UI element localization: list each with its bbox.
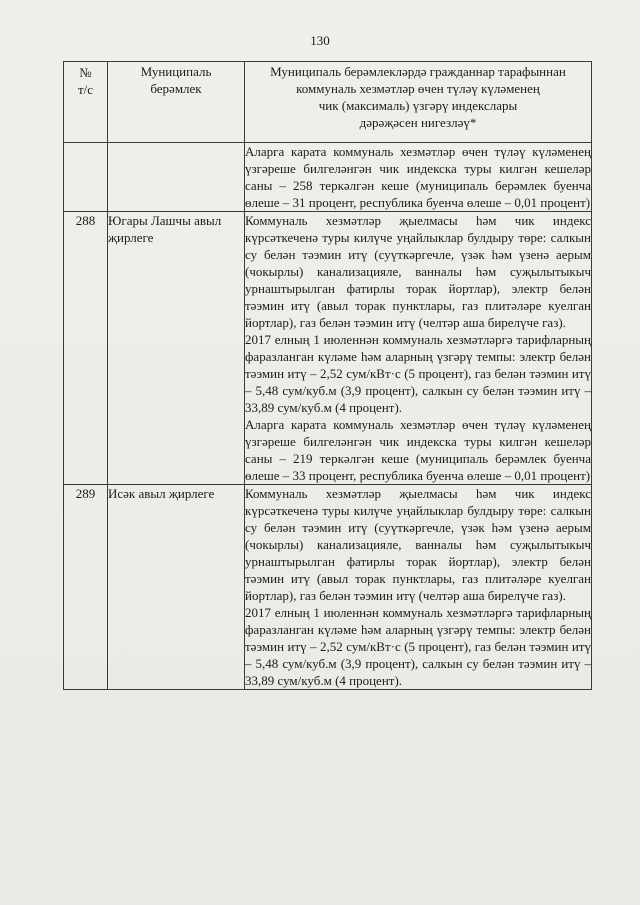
tariff-table [63,61,592,690]
row-paragraph: Аларга карата коммуналь хезмәтләр өчен түләү күләменең үзгәреше билгеләнгән чик индекска туры килгән кешеләр саны – 219 теркәлгән кеше (муниципаль берәмлек буенча өлеше – 33 процент, республика буенча өлеше – 0,01 процент) [245,417,591,483]
header-description-line: коммуналь хезмәтләр өчен түләү күләменең [296,81,540,96]
table-row-continuation [64,143,592,212]
row-description-cell [245,485,592,690]
row-description-cell [245,212,592,485]
table-row [64,485,592,690]
row-paragraph: 2017 елның 1 июленнән коммуналь хезмәтләргә тарифларның фаразланган күләме һәм аларның үзгәрү темпы: электр белән тәэмин итү – 2,52 сум/кВт·с (5 процент), газ белән тәэмин итү – 5,48 сум/куб.м (3,9 процент), салкын су белән тәэмин итү – 33,89 сум/куб.м (4 процент). [245,605,591,688]
header-number [64,62,108,143]
continuation-paragraph: Аларга карата коммуналь хезмәтләр өчен түләү күләменең үзгәреше билгеләнгән чик индекска туры килгән кешеләр саны – 258 теркәлгән кеше (муниципаль берәмлек буенча өлеше – 31 процент, республика буенча өлеше – 0,01 процент) [245,144,591,210]
header-municipality-line2: берәмлек [150,81,202,96]
row-municipality-name: Югары Лашчы авыл җирлеге [108,212,245,485]
continuation-number-cell [64,143,108,212]
row-paragraph: 2017 елның 1 июленнән коммуналь хезмәтләргә тарифларның фаразланган күләме һәм аларның үзгәрү темпы: электр белән тәэмин итү – 2,52 сум/кВт·с (5 процент), газ белән тәэмин итү – 5,48 сум/куб.м (3,9 процент), салкын су белән тәэмин итү – 33,89 сум/куб.м (4 процент). [245,332,591,415]
header-number-line2: т/с [77,82,94,97]
page-number: 130 [310,33,330,48]
header-description [245,62,592,143]
header-number-line1: № [79,65,92,80]
header-municipality [108,62,245,143]
header-description-line: Муниципаль берәмлекләрдә гражданнар тарафыннан [270,64,566,79]
row-municipality-name: Исәк авыл җирлеге [108,485,245,690]
continuation-name-cell [108,143,245,212]
header-description-line: дәрәҗәсен нигезләү* [359,115,477,130]
table-header-row [64,62,592,143]
table-row [64,212,592,485]
header-description-line: чик (максималь) үзгәрү индекслары [318,98,518,113]
row-number: 288 [64,212,108,485]
row-paragraph: Коммуналь хезмәтләр җыелмасы һәм чик индекс күрсәткеченә туры килүче уңайлыклар булдыру төре: салкын су белән тәэмин итү (суүткәргечле, үзәк һәм үзенә аерым (чокырлы) канализацияле, ванналы һәм суҗылытыкыч урнаштырылган фатирлы торак йортлар), электр белән тәэмин итү (авыл торак пунктлары, газ плитәләре куелган йортлар), газ белән тәэмин итү (челтәр аша бирелүче газ). [245,486,591,603]
header-municipality-line1: Муниципаль [140,64,212,79]
row-number: 289 [64,485,108,690]
row-paragraph: Коммуналь хезмәтләр җыелмасы һәм чик индекс күрсәткеченә туры килүче уңайлыклар булдыру төре: салкын су белән тәэмин итү (суүткәргечле, үзәк һәм үзенә аерым (чокырлы) канализацияле, ванналы һәм суҗылытыкыч урнаштырылган фатирлы торак йортлар), электр белән тәэмин итү (авыл торак пунктлары, газ плитәләре куелган йортлар), газ белән тәэмин итү (челтәр аша бирелүче газ). [245,213,591,330]
continuation-description-cell [245,143,592,212]
